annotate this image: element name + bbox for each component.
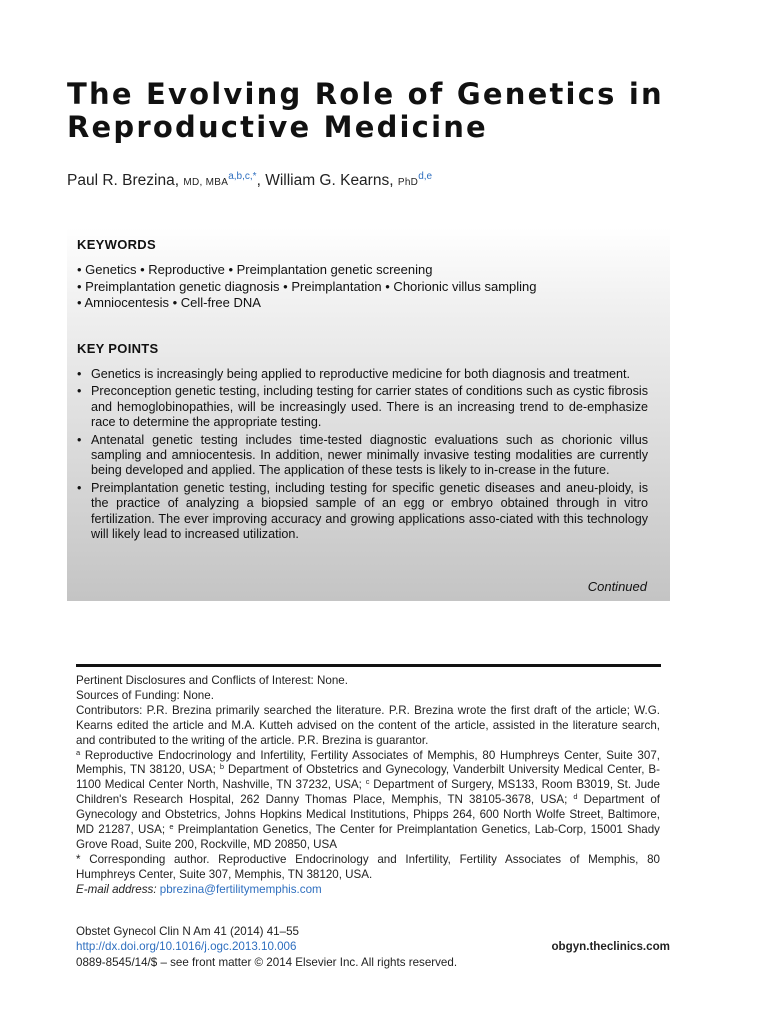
- title-line: The Evolving Role of Genetics in: [67, 77, 664, 111]
- affiliations-note: [76, 749, 660, 853]
- doi-link[interactable]: http://dx.doi.org/10.1016/j.ogc.2013.10.006: [76, 940, 297, 954]
- author-line: [67, 172, 432, 190]
- doi-row: [76, 939, 670, 954]
- affiliation-text: Department of Surgery, MS133, Room B3019, St. Jude Children's Research Hospital, 262 Danny Thomas Place, Memphis, TN 38105-3678, USA;: [76, 778, 660, 807]
- affiliation-text: Preimplantation Genetics, The Center for Preimplantation Genetics, Lab-Corp, 15001 Shady Grove Road, Suite 200, Rockville, MD 20850, USA: [76, 823, 660, 851]
- affiliation-text: Department of Gynecology and Obstetrics, Johns Hopkins Medical Institutions, Phipps 264, 600 North Wolfe Street, Baltimore, MD 21287, USA;: [76, 793, 660, 837]
- author-name: William G. Kearns,: [265, 172, 394, 189]
- citation-block: [76, 924, 670, 970]
- corresponding-author-note: * Corresponding author. Reproductive Endocrinology and Infertility, Fertility Associates of Memphis, 80 Humphreys Center, Suite 307, Memphis, TN 38120, USA.: [76, 852, 660, 881]
- funding-note: Sources of Funding: None.: [76, 688, 214, 702]
- key-points-heading: KEY POINTS: [77, 341, 159, 356]
- footnote-divider: [76, 664, 661, 667]
- author-name: Paul R. Brezina,: [67, 172, 179, 189]
- keywords-list: [77, 262, 662, 312]
- author-affiliation-marks[interactable]: d,e: [418, 171, 433, 182]
- key-points-list: [77, 367, 648, 544]
- affiliation-mark: b: [219, 762, 224, 772]
- email-line: [76, 883, 660, 898]
- author-credentials: PhD: [397, 177, 419, 188]
- key-point: • Antenatal genetic testing includes time-tested diagnostic evaluations such as chorionic villus sampling and amniocentesis. In addition, newer minimally invasive testing modalities are currently being developed and applied. The application of these tests is likely to in-crease in the future.: [77, 433, 648, 479]
- email-label: E-mail address:: [76, 882, 157, 896]
- key-point: • Genetics is increasingly being applied to reproductive medicine for both diagnosis and treatment.: [77, 367, 648, 382]
- affiliation-mark: e: [169, 822, 174, 832]
- title-line: Reproductive Medicine: [67, 110, 488, 144]
- affiliation-mark: a: [76, 747, 81, 757]
- continued-label: Continued: [587, 579, 647, 594]
- keywords-line: • Amniocentesis • Cell-free DNA: [77, 295, 261, 310]
- keywords-heading: KEYWORDS: [77, 237, 156, 252]
- disclosures-note: Pertinent Disclosures and Conflicts of Interest: None.: [76, 674, 348, 687]
- keywords-keypoints-box: [67, 228, 670, 601]
- journal-citation: Obstet Gynecol Clin N Am 41 (2014) 41–55: [76, 925, 299, 938]
- keywords-line: • Genetics • Reproductive • Preimplantation genetic screening: [77, 262, 433, 277]
- key-point: • Preimplantation genetic testing, including testing for specific genetic diseases and aneu-ploidy, is the practice of analyzing a biopsied sample of an egg or embryo obtained through in vitro fertilization. The ever improving accuracy and growing applications asso-ciated with this technology will likely lead to increased utilization.: [77, 481, 648, 543]
- author-separator: ,: [256, 172, 261, 189]
- article-title: [67, 78, 727, 144]
- author-credentials: MD, MBA: [183, 177, 229, 188]
- journal-website[interactable]: obgyn.theclinics.com: [551, 940, 670, 954]
- author-affiliation-marks[interactable]: a,b,c,*: [228, 171, 257, 182]
- affiliation-text: Department of Obstetrics and Gynecology, Vanderbilt University Medical Center, B-1100 Medical Center North, Nashville, TN 37232, USA;: [76, 763, 661, 792]
- keywords-line: • Preimplantation genetic diagnosis • Preimplantation • Chorionic villus sampling: [77, 278, 537, 294]
- footnotes: [76, 674, 660, 898]
- affiliation-mark: c: [365, 777, 370, 787]
- email-link[interactable]: pbrezina@fertilitymemphis.com: [159, 882, 322, 896]
- key-point: • Preconception genetic testing, including testing for carrier states of conditions such as cystic fibrosis and hemoglobinopathies, will be increasingly used. There is an increasing trend to de-emphasize race to determine the appropriate testing.: [77, 384, 648, 430]
- affiliation-text: Reproductive Endocrinology and Infertility, Fertility Associates of Memphis, 80 Humphreys Center, Suite 307, Memphis, TN 38120, USA;: [76, 748, 660, 777]
- copyright-line: 0889-8545/14/$ – see front matter © 2014 Elsevier Inc. All rights reserved.: [76, 955, 458, 969]
- contributors-note: Contributors: P.R. Brezina primarily searched the literature. P.R. Brezina wrote the first draft of the article; W.G. Kearns edited the article and M.A. Kutteh advised on the content of the article, assisted in the literature search, and contributed to the writing of the article. P.R. Brezina is guarantor.: [76, 703, 660, 747]
- affiliation-mark: d: [573, 792, 578, 802]
